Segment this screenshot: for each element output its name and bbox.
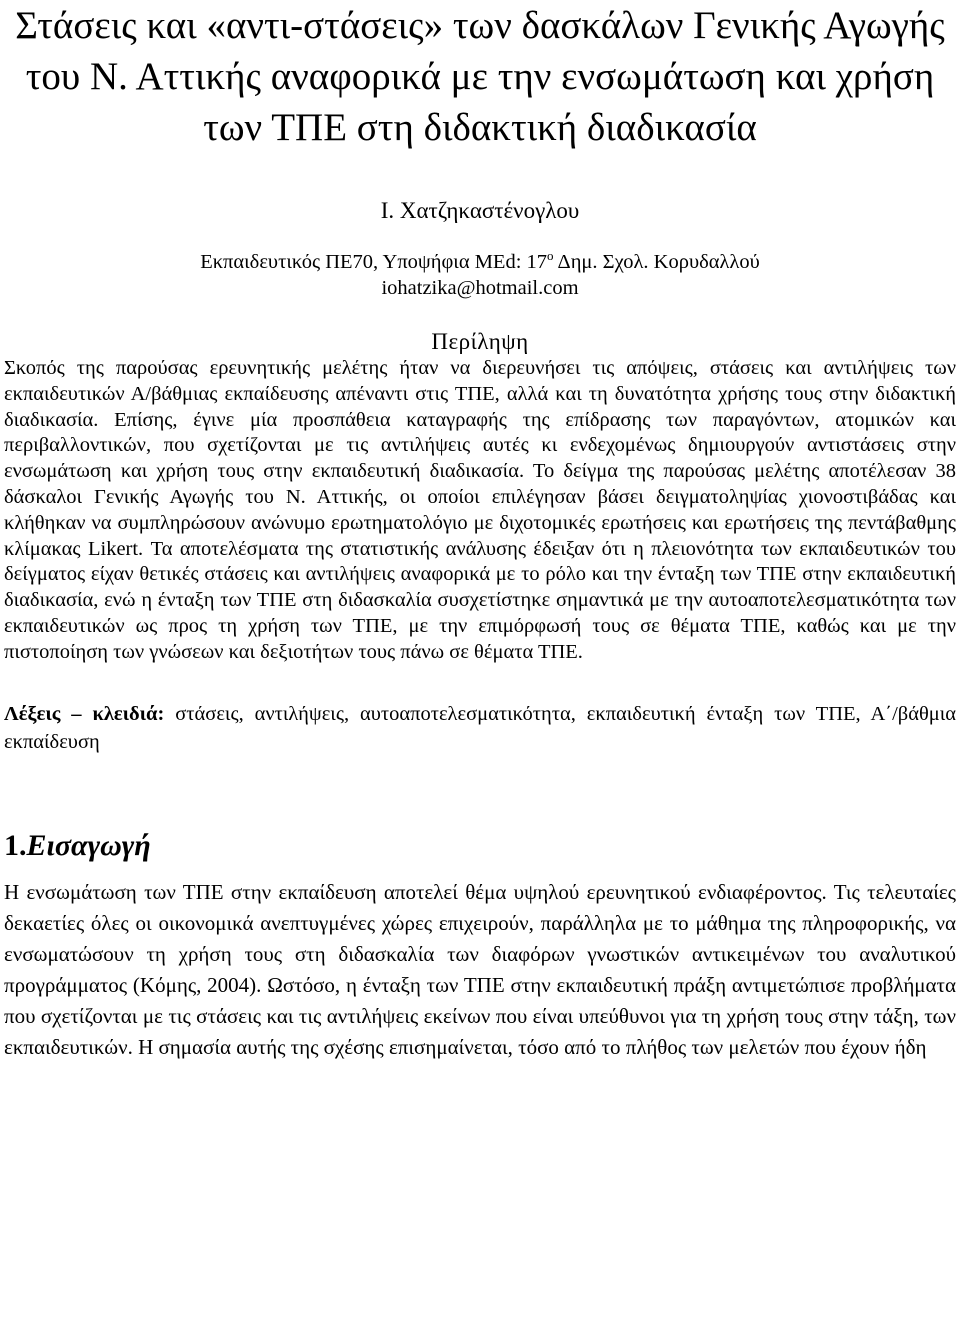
section-heading <box>4 828 956 864</box>
paper-title: Στάσεις και «αντι-στάσεις» των δασκάλων Γενικής Αγωγής του Ν. Αττικής αναφορικά με την ενσωμάτωση και χρήση των ΤΠΕ στη διδακτική διαδικασία <box>15 4 945 149</box>
keywords-label: Λέξεις – κλειδιά: <box>4 702 165 725</box>
section-title: Εισαγωγή <box>26 828 151 862</box>
section-number: 1. <box>4 828 27 862</box>
author-affiliation <box>4 249 956 301</box>
keywords <box>4 700 956 756</box>
abstract-text: Σκοπός της παρούσας ερευνητικής μελέτης ήταν να διερευνήσει τις απόψεις, στάσεις και αντιλήψεις των εκπαιδευτικών Α/βάθμιας εκπαίδευσης απέναντι στις ΤΠΕ, αλλά και τη δυνατότητα χρήσης τους στην διδακτική διαδικασία. Επίσης, έγινε μία προσπάθεια καταγραφής της επίδρασης των παραγόντων, ατομικών και περιβαλλοντικών, που σχετίζονται με τις αντιλήψεις αυτές κι ενδεχομένως δημιουργούν αντιστάσεις στην ενσωμάτωση και χρήση τους στην εκπαιδευτική διαδικασία. Το δείγμα της παρούσας μελέτης αποτέλεσαν 38 δάσκαλοι Γενικής Αγωγής του Ν. Αττικής, οι οποίοι επιλέγησαν βάσει δειγματοληψίας χιονοστιβάδας και κλήθηκαν να συμπληρώσουν ανώνυμο ερωτηματολόγιο με διχοτομικές ερωτήσεις και ερωτήσεις της πεντάβαθμης κλίμακας Likert. Τα αποτελέσματα της στατιστικής ανάλυσης έδειξαν ότι η πλειονότητα των εκπαιδευτικών του δείγματος είχαν θετικές στάσεις και αντιλήψεις αναφορικά με το ρόλο και την ένταξη των ΤΠΕ στην εκπαιδευτική διαδικασία, ενώ η ένταξη των ΤΠΕ στη διδασκαλία συσχετίστηκε σημαντικά με την αυτοαποτελεσματικότητα των εκπαιδευτικών ως προς τη χρήση των ΤΠΕ, με την επιμόρφωσή τους σε θέματα ΤΠΕ, καθώς και με την πιστοποίηση των γνώσεων και δεξιοτήτων τους πάνω σε θέματα ΤΠΕ. <box>4 357 956 663</box>
affiliation-superscript: ο <box>547 248 554 263</box>
affiliation-line <box>4 249 956 275</box>
abstract-heading: Περίληψη <box>431 329 529 354</box>
keywords-text: στάσεις, αντιλήψεις, αυτοαποτελεσματικότητα, εκπαιδευτική ένταξη των ΤΠΕ, Α΄/βάθμια εκπαίδευση <box>4 702 957 753</box>
affiliation-suffix: Δημ. Σχολ. Κορυδαλλού <box>553 251 760 273</box>
author-email: iohatzika@hotmail.com <box>381 277 579 299</box>
section-body-text: Η ενσωμάτωση των ΤΠΕ στην εκπαίδευση αποτελεί θέμα υψηλού ερευνητικού ενδιαφέροντος. Τις τελευταίες δεκαετίες όλες οι οικονομικά ανεπτυγμένες χώρες επιχειρούν, παράλληλα με το μάθημα της πληροφορικής, να ενσωματώσουν τη χρήση τους στη διδασκαλία των διαφόρων γνωστικών αντικειμένων του αναλυτικού προγράμματος (Κόμης, 2004). Ωστόσο, η ένταξη των ΤΠΕ στην εκπαιδευτική πράξη αντιμετώπισε προβλήματα που σχετίζονται με τις στάσεις και τις αντιλήψεις εκείνων που είναι υπεύθυνοι για τη χρήση τους στην τάξη, των εκπαιδευτικών. Η σημασία αυτής της σχέσης επισημαίνεται, τόσο από το πλήθος των μελετών που έχουν ήδη <box>4 879 956 1059</box>
affiliation-prefix: Εκπαιδευτικός ΠΕ70, Υποψήφια MEd: 17 <box>200 251 548 273</box>
author-name: Ι. Χατζηκαστένογλου <box>380 198 580 223</box>
